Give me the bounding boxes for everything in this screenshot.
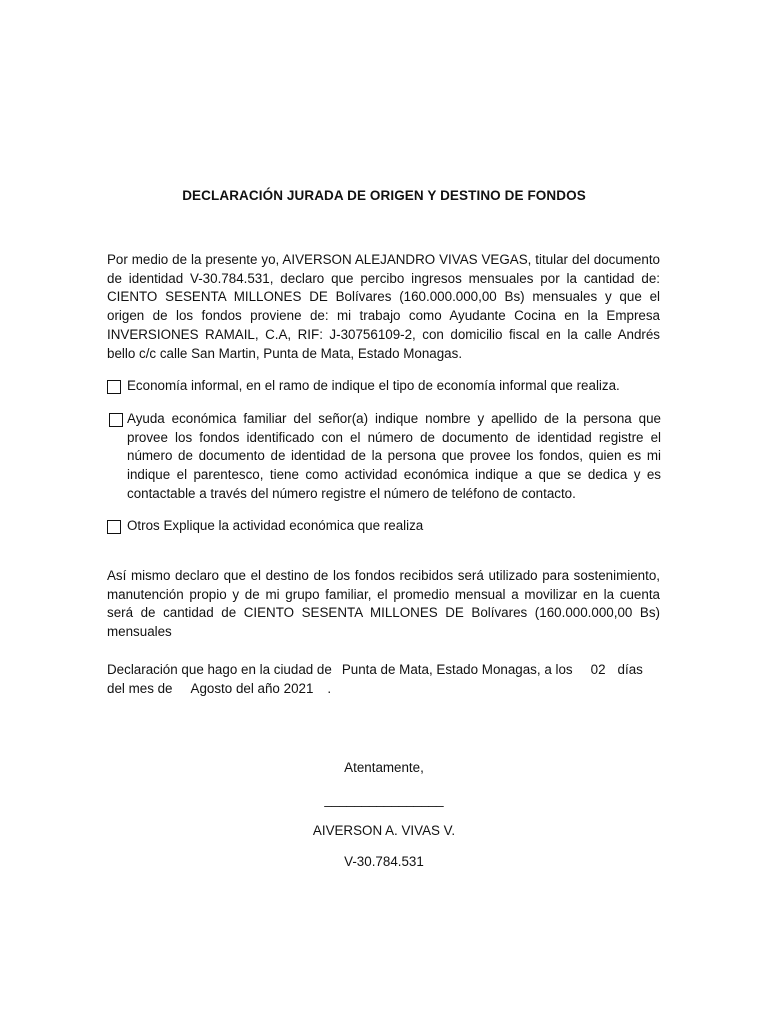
- signature-line: ________________: [324, 792, 444, 807]
- document-title: DECLARACIÓN JURADA DE ORIGEN Y DESTINO DE FONDOS: [182, 188, 586, 203]
- checkbox-otros[interactable]: [107, 520, 121, 534]
- lugar-a-los: , a los: [536, 662, 573, 677]
- lugar-dias-del-mes: días del mes de: [107, 662, 643, 696]
- lugar-prefix: Declaración que hago en la ciudad de: [107, 662, 332, 677]
- lugar-fecha-paragraph: [107, 661, 660, 698]
- lugar-end: .: [327, 680, 332, 696]
- option-label-otros: Otros Explique la actividad económica que realiza: [127, 518, 424, 533]
- lugar-dia: 02: [590, 662, 606, 677]
- signer-name: AIVERSON A. VIVAS V.: [312, 823, 456, 838]
- lugar-anio: 2021: [283, 680, 314, 696]
- lugar-ciudad: Punta de Mata, Estado Monagas: [341, 662, 537, 677]
- option-label-economia-informal: Economía informal, en el ramo de indique el tipo de economía informal que realiza.: [127, 378, 620, 393]
- destino-paragraph: Así mismo declaro que el destino de los fondos recibidos será utilizado para sostenimiento, manutención propio y de mi grupo familiar, el promedio mensual a movilizar en la cuenta será de cantidad de CIENTO SESENTA MILLONES DE Bolívares (160.000.000,00 Bs) mensuales: [107, 568, 660, 640]
- signer-id: V-30.784.531: [344, 854, 424, 869]
- checkbox-economia-informal[interactable]: [107, 380, 121, 394]
- lugar-del-anio: del año: [235, 680, 280, 696]
- lugar-mes: Agosto: [190, 680, 233, 696]
- closing-text: Atentamente,: [344, 760, 424, 775]
- option-label-ayuda-familiar: Ayuda económica familiar del señor(a) indique nombre y apellido de la persona que provee los fondos identificado con el número de documento de identidad registre el número de documento de identidad de la persona que provee los fondos, quien es mi indique el parentesco, tiene como actividad económica indique a que se dedica y es contactable a través del número registre el número de teléfono de contacto.: [127, 411, 661, 501]
- checkbox-ayuda-familiar[interactable]: [109, 413, 123, 427]
- intro-paragraph: Por medio de la presente yo, AIVERSON ALEJANDRO VIVAS VEGAS, titular del documento de identidad V-30.784.531, declaro que percibo ingresos mensuales por la cantidad de: CIENTO SESENTA MILLONES DE Bolívares (160.000.000,00 Bs) mensuales y que el origen de los fondos proviene de: mi trabajo como Ayudante Cocina en la Empresa INVERSIONES RAMAIL, C.A, RIF: J-30756109-2, con domicilio fiscal en la calle Andrés bello c/c calle San Martin, Punta de Mata, Estado Monagas.: [107, 252, 660, 361]
